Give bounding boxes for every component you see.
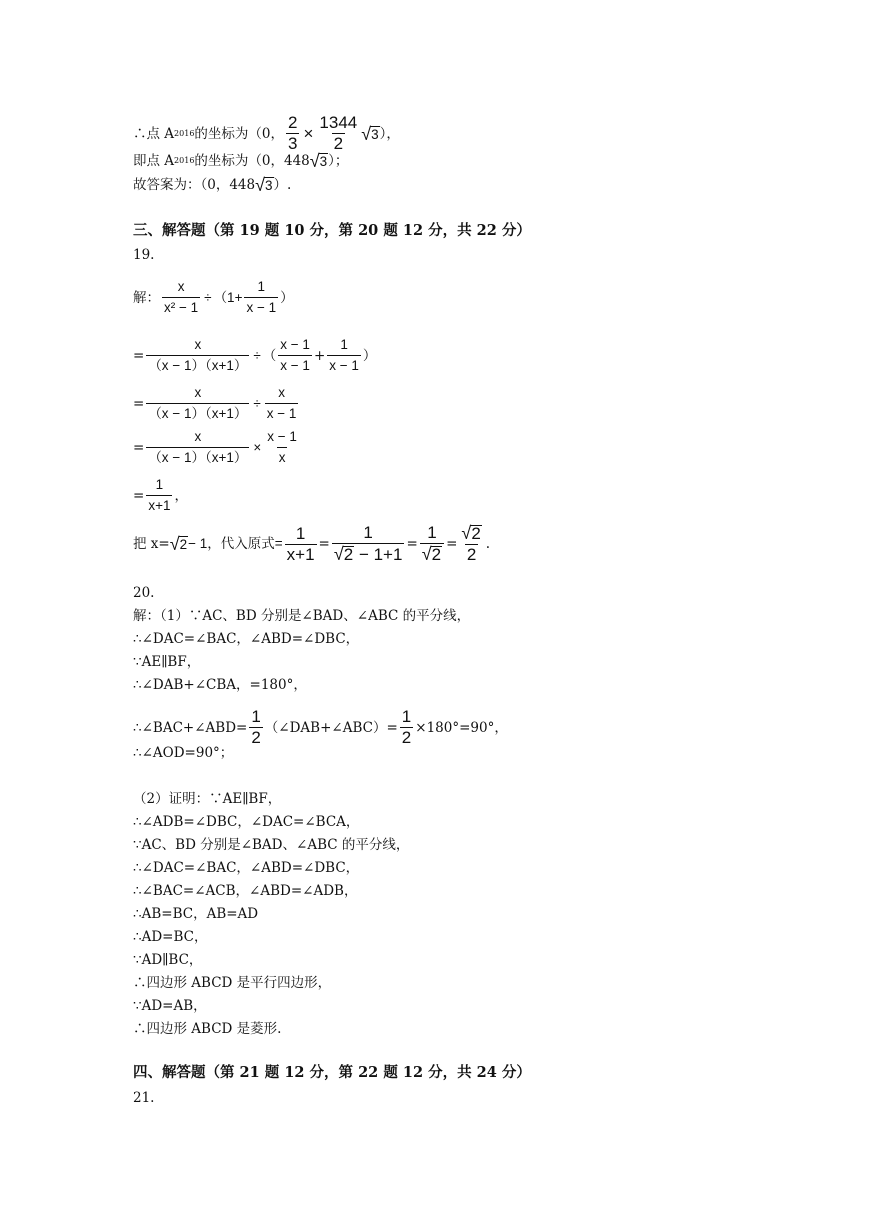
question-19-number: 19. xyxy=(133,247,155,263)
q20-line: ∵AC、BD 分别是∠BAD、∠ABC 的平分线， xyxy=(133,837,410,853)
question-20-number: 20. xyxy=(133,585,155,601)
fraction-x-over-product: $\frac{x}{(x - 1)(x+1)}$ xyxy=(148,429,248,465)
q19-step-1: = $\frac{x}{(x - 1)(x+1)}$ ÷ （ $\frac{x - 1}{x - 1}$ + $\frac{1}{x - 1}$ ） xyxy=(133,337,377,373)
q20-line: 解：（1）∵AC、BD 分别是∠BAD、∠ABC 的平分线， xyxy=(133,608,471,624)
fraction-1-over-sqrt2: 1 √ 2 xyxy=(420,524,444,564)
fraction-one-half: $\frac{1}{2}$ xyxy=(401,707,412,747)
q19-substitution: 把 x= √ 2 − 1，代入原式= $\frac{1}{x+1}$ = 1 √ 2 − 1+1 = 1 √ 2 = √ 2 2 . xyxy=(133,523,491,564)
q20-line: ∴∠ADB=∠DBC，∠DAC=∠BCA， xyxy=(133,814,360,830)
fraction-1-over-x-minus-1: $\frac{1}{x - 1}$ xyxy=(246,279,277,315)
fraction-two-thirds: $\frac{2}{3}$ xyxy=(288,113,298,153)
q20-line: ∴∠BAC=∠ACB，∠ABD=∠ADB， xyxy=(133,883,358,899)
q20-line: ∵AD∥BC， xyxy=(133,952,203,968)
sqrt-3: √ 3 xyxy=(309,151,328,171)
fraction-1-over-sqrt2-expression: 1 √ 2 − 1+1 xyxy=(333,523,403,564)
q20-line: ∴∠AOD=90°； xyxy=(133,745,234,761)
q20-line: （2）证明：∵AE∥BF， xyxy=(133,791,282,807)
q20-line: ∴四边形 ABCD 是菱形. xyxy=(133,1021,282,1037)
q19-step-3: = $\frac{x}{(x - 1)(x+1)}$ × $\frac{x - 1}{x}$ xyxy=(133,429,297,465)
fraction-x-minus-1-over-x-minus-1: $\frac{x - 1}{x - 1}$ xyxy=(280,337,310,373)
q20-line: ∵AE∥BF， xyxy=(133,654,201,670)
q20-line: ∴∠DAC=∠BAC，∠ABD=∠DBC， xyxy=(133,860,360,876)
sqrt-3: √ 3 xyxy=(361,123,379,144)
fraction-x-over-x2-minus-1: $\frac{x}{\text{x² − 1}}$ xyxy=(164,279,199,315)
q20-line: ∴四边形 ABCD 是平行四边形， xyxy=(133,975,332,991)
q19-step-2: = $\frac{x}{(x - 1)(x+1)}$ ÷ $\frac{x}{x - 1}$ xyxy=(133,385,297,421)
q20-line: ∴∠DAB+∠CBA，=180°， xyxy=(133,677,307,693)
a2016-coordinate-result-line: 即点 A 2016 的坐标为（0，448 √ 3 ）； xyxy=(133,151,349,171)
fraction-1-over-x-plus-1: $\frac{1}{x+1}$ xyxy=(286,523,315,564)
fraction-one-half: $\frac{1}{2}$ xyxy=(251,707,261,747)
q20-line: ∴AB=BC，AB=AD xyxy=(133,906,259,922)
fraction-x-over-product: $\frac{x}{(x - 1)(x+1)}$ xyxy=(148,385,248,421)
a2016-coordinate-line: ∴点 A 2016 的坐标为（0， $\frac{2}{3}$ × $\frac{1344}{2}$ √ 3 ）， xyxy=(133,113,400,153)
fraction-1344-over-2: $\frac{1344}{2}$ xyxy=(319,113,358,153)
fraction-1-over-x-plus-1: $\frac{1}{x+1}$ xyxy=(148,477,171,513)
q20-line: ∴∠DAC=∠BAC，∠ABD=∠DBC， xyxy=(133,631,360,647)
q19-step-4: = $\frac{1}{x+1}$ ， xyxy=(133,477,188,513)
section-3-heading: 三、解答题（第 19 题 10 分，第 20 题 12 分，共 22 分） xyxy=(133,222,531,239)
question-21-number: 21. xyxy=(133,1090,155,1106)
fraction-sqrt2-over-2: √ 2 2 xyxy=(461,523,481,564)
fraction-x-over-product: $\frac{x}{(x - 1)(x+1)}$ xyxy=(148,337,248,373)
sqrt-3: √ 3 xyxy=(255,175,273,195)
q20-line: ∵AD=AB， xyxy=(133,998,207,1014)
answer-line: 故答案为：（0，448 √ 3 ）. xyxy=(133,175,292,195)
q20-angle-sum-line: ∴∠BAC+∠ABD= $\frac{1}{2}$ （∠DAB+∠ABC）= $\frac{1}{2}$ ×180°=90°， xyxy=(133,707,508,747)
fraction-x-minus-1-over-x: $\frac{x - 1}{x}$ xyxy=(267,429,297,465)
sqrt-2: √ 2 xyxy=(169,534,188,554)
fraction-1-over-x-minus-1: $\frac{1}{x - 1}$ xyxy=(329,337,359,373)
section-4-heading: 四、解答题（第 21 题 12 分，第 22 题 12 分，共 24 分） xyxy=(133,1064,531,1081)
q19-step-0: 解： $\frac{x}{\text{x² − 1}}$ ÷ （1+ $\frac{1}{x - 1}$ ） xyxy=(133,279,294,315)
fraction-x-over-x-minus-1: $\frac{x}{x - 1}$ xyxy=(266,385,297,421)
q20-line: ∴AD=BC， xyxy=(133,929,208,945)
